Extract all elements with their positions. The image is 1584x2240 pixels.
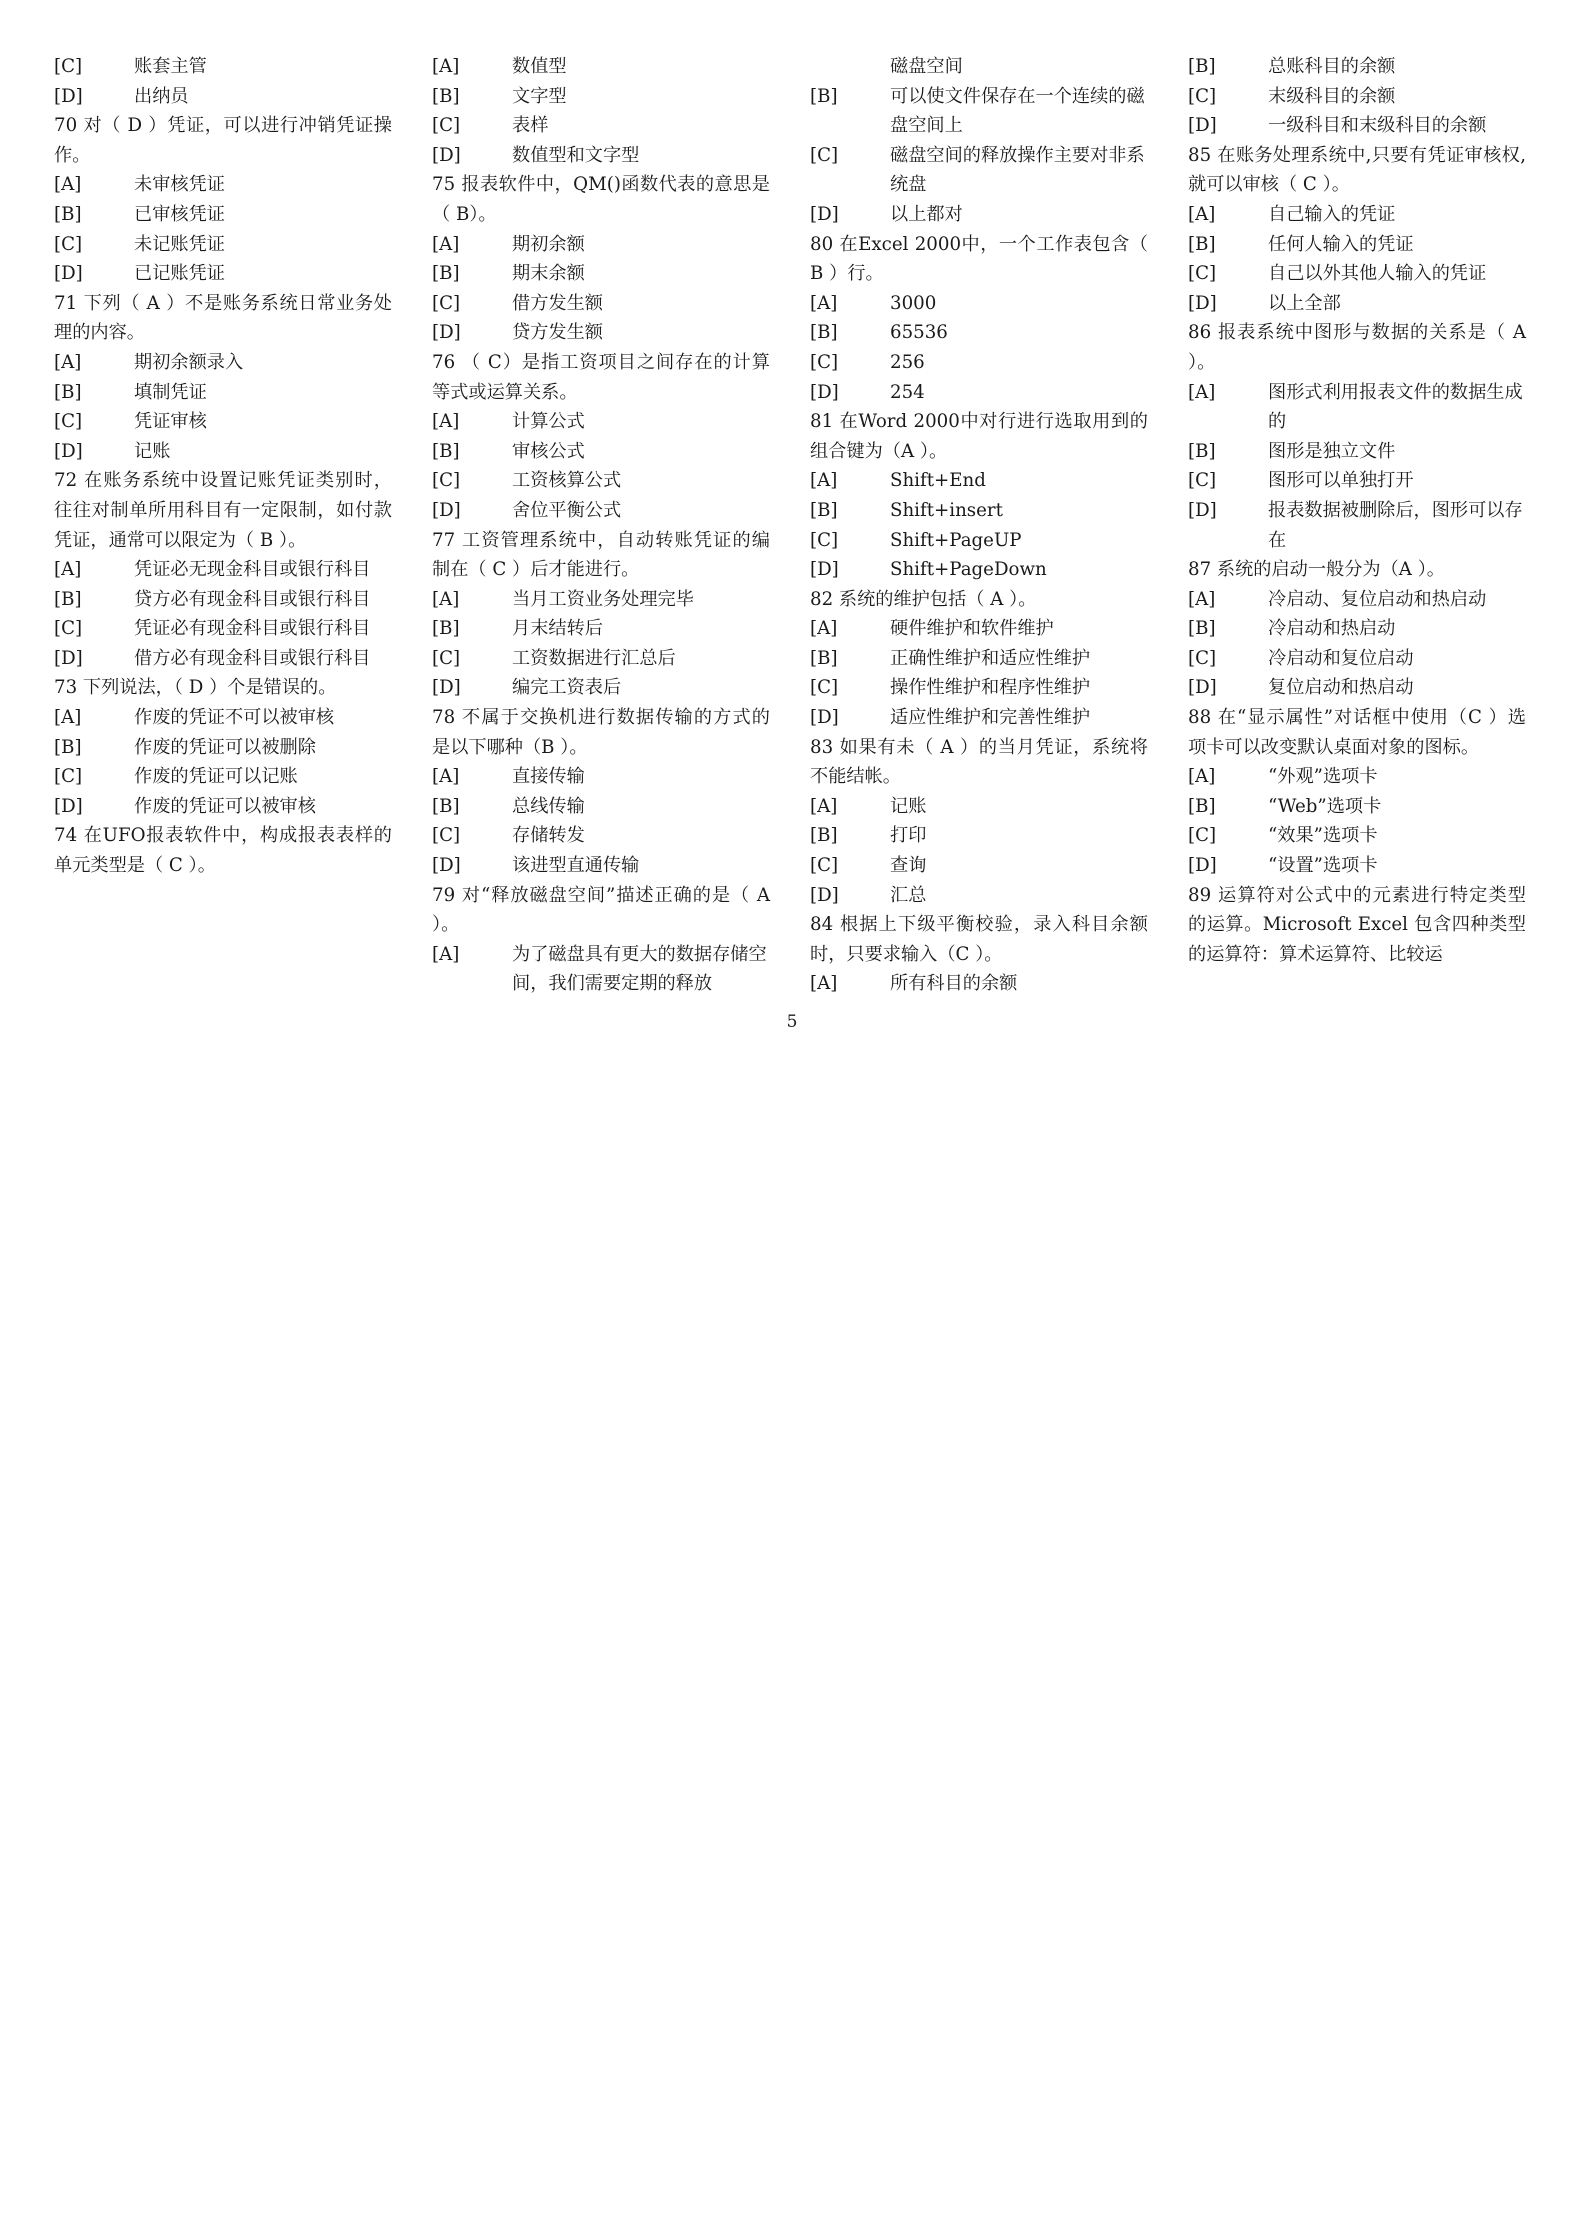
answer-option (432, 940, 770, 999)
option-key: [A] (432, 588, 460, 610)
text-column-1 (54, 52, 392, 881)
answer-option (432, 111, 770, 141)
option-key: [B] (54, 588, 82, 610)
option-text: 存储转发 (512, 825, 585, 847)
option-text: 凭证必无现金科目或银行科目 (134, 559, 371, 581)
option-key: [A] (810, 973, 838, 995)
question-text: 76 （ C）是指工资项目之间存在的计算等式或运算关系。 (432, 351, 770, 403)
option-text: 以上全部 (1268, 292, 1341, 314)
answer-option (1188, 851, 1526, 881)
option-text: 数值型 (512, 56, 567, 77)
option-key: [C] (432, 825, 461, 847)
answer-option (54, 792, 392, 822)
option-text: 图形是独立文件 (1268, 440, 1396, 462)
answer-option (1188, 82, 1526, 112)
answer-option (432, 821, 770, 851)
option-key: [C] (1188, 647, 1217, 669)
option-key: [D] (810, 884, 839, 906)
option-key: [D] (54, 795, 83, 817)
answer-option (54, 762, 392, 792)
question-text: 74 在UFO报表软件中，构成报表表样的单元类型是（ C ）。 (54, 825, 392, 877)
option-key: [C] (1188, 263, 1217, 285)
answer-option (1188, 200, 1526, 230)
option-key: [A] (1188, 766, 1216, 788)
option-text: 65536 (890, 322, 948, 344)
answer-option (810, 141, 1148, 200)
option-text: 借方发生额 (512, 292, 603, 314)
answer-option (810, 969, 1148, 999)
option-text: 贷方发生额 (512, 322, 603, 344)
option-text: 数值型和文字型 (512, 144, 640, 166)
option-text: Shift+insert (890, 499, 1003, 521)
option-key: [B] (432, 263, 460, 285)
answer-option (432, 644, 770, 674)
option-key: [C] (1188, 825, 1217, 847)
option-text: 适应性维护和完善性维护 (890, 707, 1091, 729)
option-text: 为了磁盘具有更大的数据存储空间，我们需要定期的释放 (512, 943, 767, 995)
answer-option (54, 585, 392, 615)
question-text: 77 工资管理系统中，自动转账凭证的编制在（ C ）后才能进行。 (432, 529, 770, 581)
option-key: [B] (432, 85, 460, 107)
answer-option (810, 82, 1148, 141)
answer-option (810, 200, 1148, 230)
question-text: 79 对“释放磁盘空间”描述正确的是（ A ）。 (432, 884, 770, 936)
option-key: [B] (432, 618, 460, 640)
option-key: [B] (1188, 440, 1216, 462)
answer-option (432, 792, 770, 822)
option-text: 作废的凭证可以被审核 (134, 795, 316, 817)
option-text: 已记账凭证 (134, 263, 225, 285)
option-text: 记账 (134, 440, 171, 462)
question-text: 88 在“显示属性”对话框中使用（C ）选项卡可以改变默认桌面对象的图标。 (1188, 707, 1526, 758)
answer-option (432, 318, 770, 348)
option-text: 期初余额录入 (134, 351, 244, 373)
option-text: 记账 (890, 795, 927, 817)
answer-option (54, 259, 392, 289)
answer-option (432, 614, 770, 644)
answer-option (432, 673, 770, 703)
option-text: 账套主管 (134, 56, 207, 77)
answer-option (54, 82, 392, 112)
answer-option (1188, 52, 1526, 82)
option-key: [C] (810, 351, 839, 373)
answer-option (432, 230, 770, 260)
answer-option (1188, 496, 1526, 555)
answer-option (810, 496, 1148, 526)
answer-option (54, 555, 392, 585)
option-continuation: 磁盘空间 (890, 56, 963, 77)
answer-option (810, 614, 1148, 644)
option-key: [C] (432, 292, 461, 314)
option-text: 总线传输 (512, 795, 585, 817)
answer-option (432, 259, 770, 289)
option-key: [C] (810, 529, 839, 551)
answer-option (810, 555, 1148, 585)
option-text: 以上都对 (890, 203, 963, 225)
answer-option (810, 881, 1148, 911)
option-text: 磁盘空间的释放操作主要对非系统盘 (890, 144, 1145, 196)
option-text: 图形式利用报表文件的数据生成的 (1268, 381, 1523, 433)
option-key: [B] (810, 647, 838, 669)
answer-option (1188, 437, 1526, 467)
option-text: 图形可以单独打开 (1268, 470, 1414, 492)
question-text: 72 在账务系统中设置记账凭证类别时，往往对制单所用科目有一定限制，如付款凭证，通常可以限定为（ B ）。 (54, 470, 392, 551)
option-key: [D] (810, 707, 839, 729)
option-key: [D] (54, 440, 83, 462)
option-key: [A] (54, 559, 82, 581)
option-key: [C] (1188, 85, 1217, 107)
option-text: 作废的凭证可以记账 (134, 766, 298, 788)
question-text: 82 系统的维护包括（ A ）。 (810, 588, 1037, 610)
option-key: [D] (1188, 499, 1217, 521)
option-key: [D] (432, 322, 461, 344)
answer-option (432, 851, 770, 881)
answer-option (54, 703, 392, 733)
question-text: 84 根据上下级平衡校验，录入科目余额时，只要求输入（C ）。 (810, 914, 1148, 965)
answer-option (1188, 644, 1526, 674)
answer-option (54, 407, 392, 437)
option-text: 作废的凭证不可以被审核 (134, 707, 335, 729)
option-text: 末级科目的余额 (1268, 85, 1396, 107)
question-text: 73 下列说法，（ D ）个是错误的。 (54, 677, 337, 699)
answer-option (54, 348, 392, 378)
answer-option (1188, 792, 1526, 822)
option-key: [C] (432, 470, 461, 492)
answer-option (810, 673, 1148, 703)
option-key: [A] (432, 56, 460, 77)
option-key: [D] (54, 263, 83, 285)
option-key: [C] (54, 233, 83, 255)
option-text: 未审核凭证 (134, 174, 225, 196)
option-text: 所有科目的余额 (890, 973, 1018, 995)
option-text: 当月工资业务处理完毕 (512, 588, 694, 610)
option-key: [B] (810, 85, 838, 107)
answer-option (432, 437, 770, 467)
answer-option (54, 52, 392, 82)
option-key: [D] (1188, 855, 1217, 877)
question-text: 75 报表软件中，QM()函数代表的意思是（ B）。 (432, 174, 770, 225)
answer-option (810, 378, 1148, 408)
answer-option (1188, 259, 1526, 289)
question-text: 78 不属于交换机进行数据传输的方式的是以下哪种（B ）。 (432, 707, 770, 758)
text-column-4 (1188, 52, 1526, 969)
option-text: Shift+PageDown (890, 559, 1047, 581)
option-key: [A] (810, 470, 838, 492)
option-key: [B] (54, 736, 82, 758)
answer-option (810, 792, 1148, 822)
option-key: [D] (1188, 677, 1217, 699)
option-key: [D] (1188, 292, 1217, 314)
option-text: 审核公式 (512, 440, 585, 462)
option-key: [B] (1188, 618, 1216, 640)
option-text: 已审核凭证 (134, 203, 225, 225)
answer-option (54, 733, 392, 763)
option-text: 任何人输入的凭证 (1268, 233, 1414, 255)
answer-option (432, 585, 770, 615)
option-key: [A] (432, 411, 460, 433)
option-key: [A] (1188, 588, 1216, 610)
option-text: 一级科目和末级科目的余额 (1268, 115, 1487, 137)
answer-option (54, 170, 392, 200)
option-key: [C] (54, 766, 83, 788)
answer-option (1188, 378, 1526, 437)
option-key: [B] (1188, 56, 1216, 77)
option-key: [B] (810, 322, 838, 344)
page-number: 5 (786, 1012, 798, 1032)
answer-option (1188, 614, 1526, 644)
option-key: [A] (54, 707, 82, 729)
answer-option (432, 466, 770, 496)
option-text: Shift+End (890, 470, 986, 492)
option-text: 复位启动和热启动 (1268, 677, 1414, 699)
option-key: [A] (810, 618, 838, 640)
option-key: [B] (54, 203, 82, 225)
question-text: 83 如果有未（ A ）的当月凭证，系统将不能结帐。 (810, 736, 1148, 788)
option-key: [B] (810, 825, 838, 847)
option-key: [A] (54, 351, 82, 373)
option-key: [A] (54, 174, 82, 196)
option-key: [C] (810, 677, 839, 699)
option-text: 硬件维护和软件维护 (890, 618, 1054, 640)
option-key: [B] (54, 381, 82, 403)
answer-option (810, 851, 1148, 881)
answer-option (432, 82, 770, 112)
answer-option (432, 289, 770, 319)
option-key: [D] (432, 144, 461, 166)
option-text: Shift+PageUP (890, 529, 1022, 551)
option-key: [B] (1188, 233, 1216, 255)
option-text: 出纳员 (134, 85, 189, 107)
question-text: 81 在Word 2000中对行进行选取用到的组合键为（A ）。 (810, 411, 1148, 462)
option-text: 编完工资表后 (512, 677, 622, 699)
option-text: “效果”选项卡 (1268, 825, 1378, 847)
option-text: 汇总 (890, 884, 927, 906)
answer-option (1188, 762, 1526, 792)
question-text: 86 报表系统中图形与数据的关系是（ A ）。 (1188, 322, 1526, 373)
option-text: 填制凭证 (134, 381, 207, 403)
option-text: 直接传输 (512, 766, 585, 788)
option-key: [A] (432, 233, 460, 255)
answer-option (54, 378, 392, 408)
option-text: 打印 (890, 825, 927, 847)
option-key: [D] (432, 499, 461, 521)
answer-option (1188, 673, 1526, 703)
option-key: [A] (432, 766, 460, 788)
option-key: [C] (54, 411, 83, 433)
answer-option (810, 526, 1148, 556)
option-text: 256 (890, 351, 925, 373)
answer-option (432, 762, 770, 792)
answer-option (54, 437, 392, 467)
answer-option (810, 821, 1148, 851)
answer-option (810, 348, 1148, 378)
option-text: 期末余额 (512, 263, 585, 285)
text-column-2 (432, 52, 770, 999)
option-key: [D] (54, 647, 83, 669)
option-text: 该进型直通传输 (512, 855, 640, 877)
option-key: [A] (1188, 203, 1216, 225)
answer-option (1188, 585, 1526, 615)
option-text: 工资数据进行汇总后 (512, 647, 676, 669)
option-text: 3000 (890, 292, 937, 314)
question-text: 85 在账务处理系统中,只要有凭证审核权,就可以审核（ C ）。 (1188, 144, 1526, 196)
option-key: [D] (432, 677, 461, 699)
option-key: [C] (810, 855, 839, 877)
answer-option (432, 141, 770, 171)
option-text: 表样 (512, 115, 549, 137)
option-text: 贷方必有现金科目或银行科目 (134, 588, 371, 610)
option-text: 可以使文件保存在一个连续的磁盘空间上 (890, 85, 1145, 137)
option-text: 报表数据被删除后，图形可以存在 (1268, 499, 1523, 551)
option-text: 未记账凭证 (134, 233, 225, 255)
option-text: “设置”选项卡 (1268, 855, 1378, 877)
option-key: [D] (1188, 115, 1217, 137)
answer-option (432, 52, 770, 82)
option-text: 作废的凭证可以被删除 (134, 736, 316, 758)
answer-option (54, 644, 392, 674)
option-text: 自己输入的凭证 (1268, 203, 1396, 225)
option-key: [C] (1188, 470, 1217, 492)
option-key: [C] (810, 144, 839, 166)
answer-option (810, 289, 1148, 319)
option-key: [C] (54, 56, 83, 77)
option-text: 冷启动和热启动 (1268, 618, 1396, 640)
option-key: [D] (810, 381, 839, 403)
question-text: 70 对（ D ）凭证，可以进行冲销凭证操作。 (54, 115, 392, 166)
text-column-3 (810, 52, 1148, 999)
option-key: [C] (54, 618, 83, 640)
option-key: [A] (432, 943, 460, 965)
option-text: 自己以外其他人输入的凭证 (1268, 263, 1487, 285)
answer-option (810, 644, 1148, 674)
answer-option (54, 614, 392, 644)
option-text: 正确性维护和适应性维护 (890, 647, 1091, 669)
option-text: 借方必有现金科目或银行科目 (134, 647, 371, 669)
option-key: [D] (432, 855, 461, 877)
option-text: “外观”选项卡 (1268, 766, 1378, 788)
option-text: 月末结转后 (512, 618, 603, 640)
option-text: 期初余额 (512, 233, 585, 255)
answer-option (810, 318, 1148, 348)
option-text: 冷启动、复位启动和热启动 (1268, 588, 1487, 610)
question-text: 80 在Excel 2000中，一个工作表包含（ B ）行。 (810, 233, 1148, 285)
question-text: 71 下列（ A ）不是账务系统日常业务处理的内容。 (54, 292, 392, 344)
option-text: 操作性维护和程序性维护 (890, 677, 1091, 699)
answer-option (810, 703, 1148, 733)
option-text: 冷启动和复位启动 (1268, 647, 1414, 669)
question-text: 87 系统的启动一般分为（A ）。 (1188, 559, 1445, 581)
option-text: 查询 (890, 855, 927, 877)
option-key: [D] (810, 559, 839, 581)
option-key: [C] (432, 115, 461, 137)
answer-option (432, 496, 770, 526)
option-key: [B] (810, 499, 838, 521)
option-text: “Web”选项卡 (1268, 795, 1382, 817)
option-key: [D] (810, 203, 839, 225)
question-text: 89 运算符对公式中的元素进行特定类型的运算。Microsoft Excel 包含四种类型的运算符：算术运算符、比较运 (1188, 884, 1526, 965)
option-key: [A] (810, 292, 838, 314)
answer-option (1188, 466, 1526, 496)
answer-option (1188, 821, 1526, 851)
answer-option (1188, 230, 1526, 260)
option-text: 工资核算公式 (512, 470, 622, 492)
option-key: [D] (54, 85, 83, 107)
option-key: [B] (432, 795, 460, 817)
option-text: 凭证审核 (134, 411, 207, 433)
answer-option (54, 200, 392, 230)
answer-option (432, 407, 770, 437)
option-key: [B] (1188, 795, 1216, 817)
answer-option (1188, 289, 1526, 319)
option-text: 计算公式 (512, 411, 585, 433)
option-key: [C] (432, 647, 461, 669)
option-text: 凭证必有现金科目或银行科目 (134, 618, 371, 640)
answer-option (54, 230, 392, 260)
answer-option (810, 466, 1148, 496)
option-key: [B] (432, 440, 460, 462)
option-text: 舍位平衡公式 (512, 499, 622, 521)
option-key: [A] (1188, 381, 1216, 403)
option-key: [A] (810, 795, 838, 817)
option-text: 254 (890, 381, 925, 403)
option-text: 总账科目的余额 (1268, 56, 1396, 77)
option-text: 文字型 (512, 85, 567, 107)
answer-option (1188, 111, 1526, 141)
